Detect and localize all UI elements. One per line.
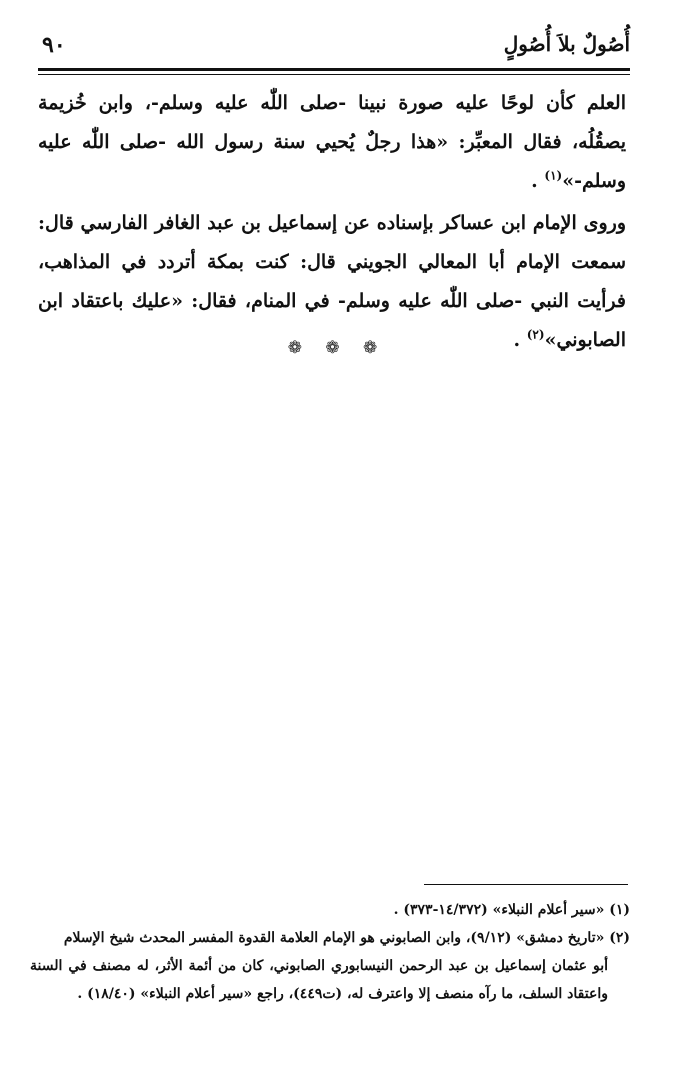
footnote-ref-1: (١) bbox=[544, 168, 563, 183]
section-separator-icon: ❁ ❁ ❁ bbox=[287, 338, 387, 358]
main-text bbox=[38, 84, 626, 360]
footnotes bbox=[30, 896, 630, 1008]
page-header bbox=[38, 28, 630, 68]
footnote-rule bbox=[424, 884, 628, 885]
paragraph-2-text: وروى الإمام ابن عساكر بإسناده عن إسماعيل بن عبد الغافر الفارسي قال: سمعت الإمام أبا المعالي الجويني قال: كنت بمكة أتردد في المذاهب، فرأيت النبي -صلى اللّٰه عليه وسلم- في المنام، فقال: «عليك باعتقاد ابن الصابوني» bbox=[38, 212, 626, 351]
paragraph-1-text: العلم كأن لوحًا عليه صورة نبينا -صلى اللّٰه عليه وسلم-، وابن خُزيمة يصقُلُه، فقال المعبِّر: «هذا رجلٌ يُحيي سنة رسول الله -صلى اللّٰه عليه وسلم-» bbox=[38, 92, 626, 192]
footnote-2-continuation: أبو عثمان إسماعيل بن عبد الرحمن النيسابوري الصابوني، كان من أئمة الأثر، له مصنف في السنة واعتقاد السلف، ما رآه منصف إلا واعترف له، (ت٤٤٩)، راجع «سير أعلام النبلاء» (١٨/٤٠) . bbox=[30, 958, 608, 1002]
header-rule-thick bbox=[38, 68, 630, 71]
paragraph-1 bbox=[38, 84, 626, 201]
paragraph-1-end: . bbox=[531, 170, 545, 192]
running-title: أُصُولٌ بلاَ أُصُولٍ bbox=[503, 32, 630, 56]
paragraph-2 bbox=[38, 204, 626, 360]
page-number: ٩٠ bbox=[42, 32, 66, 58]
footnote-2-first-line: (٢) «تاريخ دمشق» (٩/١٢)، وابن الصابوني هو الإمام العلامة القدوة المفسر المحدث شيخ الإسلام bbox=[63, 930, 630, 946]
header-rule-thin bbox=[38, 74, 630, 75]
footnote-ref-2: (٢) bbox=[526, 327, 545, 342]
paragraph-2-end: . bbox=[513, 329, 527, 351]
footnote-1: (١) «سير أعلام النبلاء» (١٤/٣٧٢-٣٧٣) . bbox=[393, 902, 630, 918]
